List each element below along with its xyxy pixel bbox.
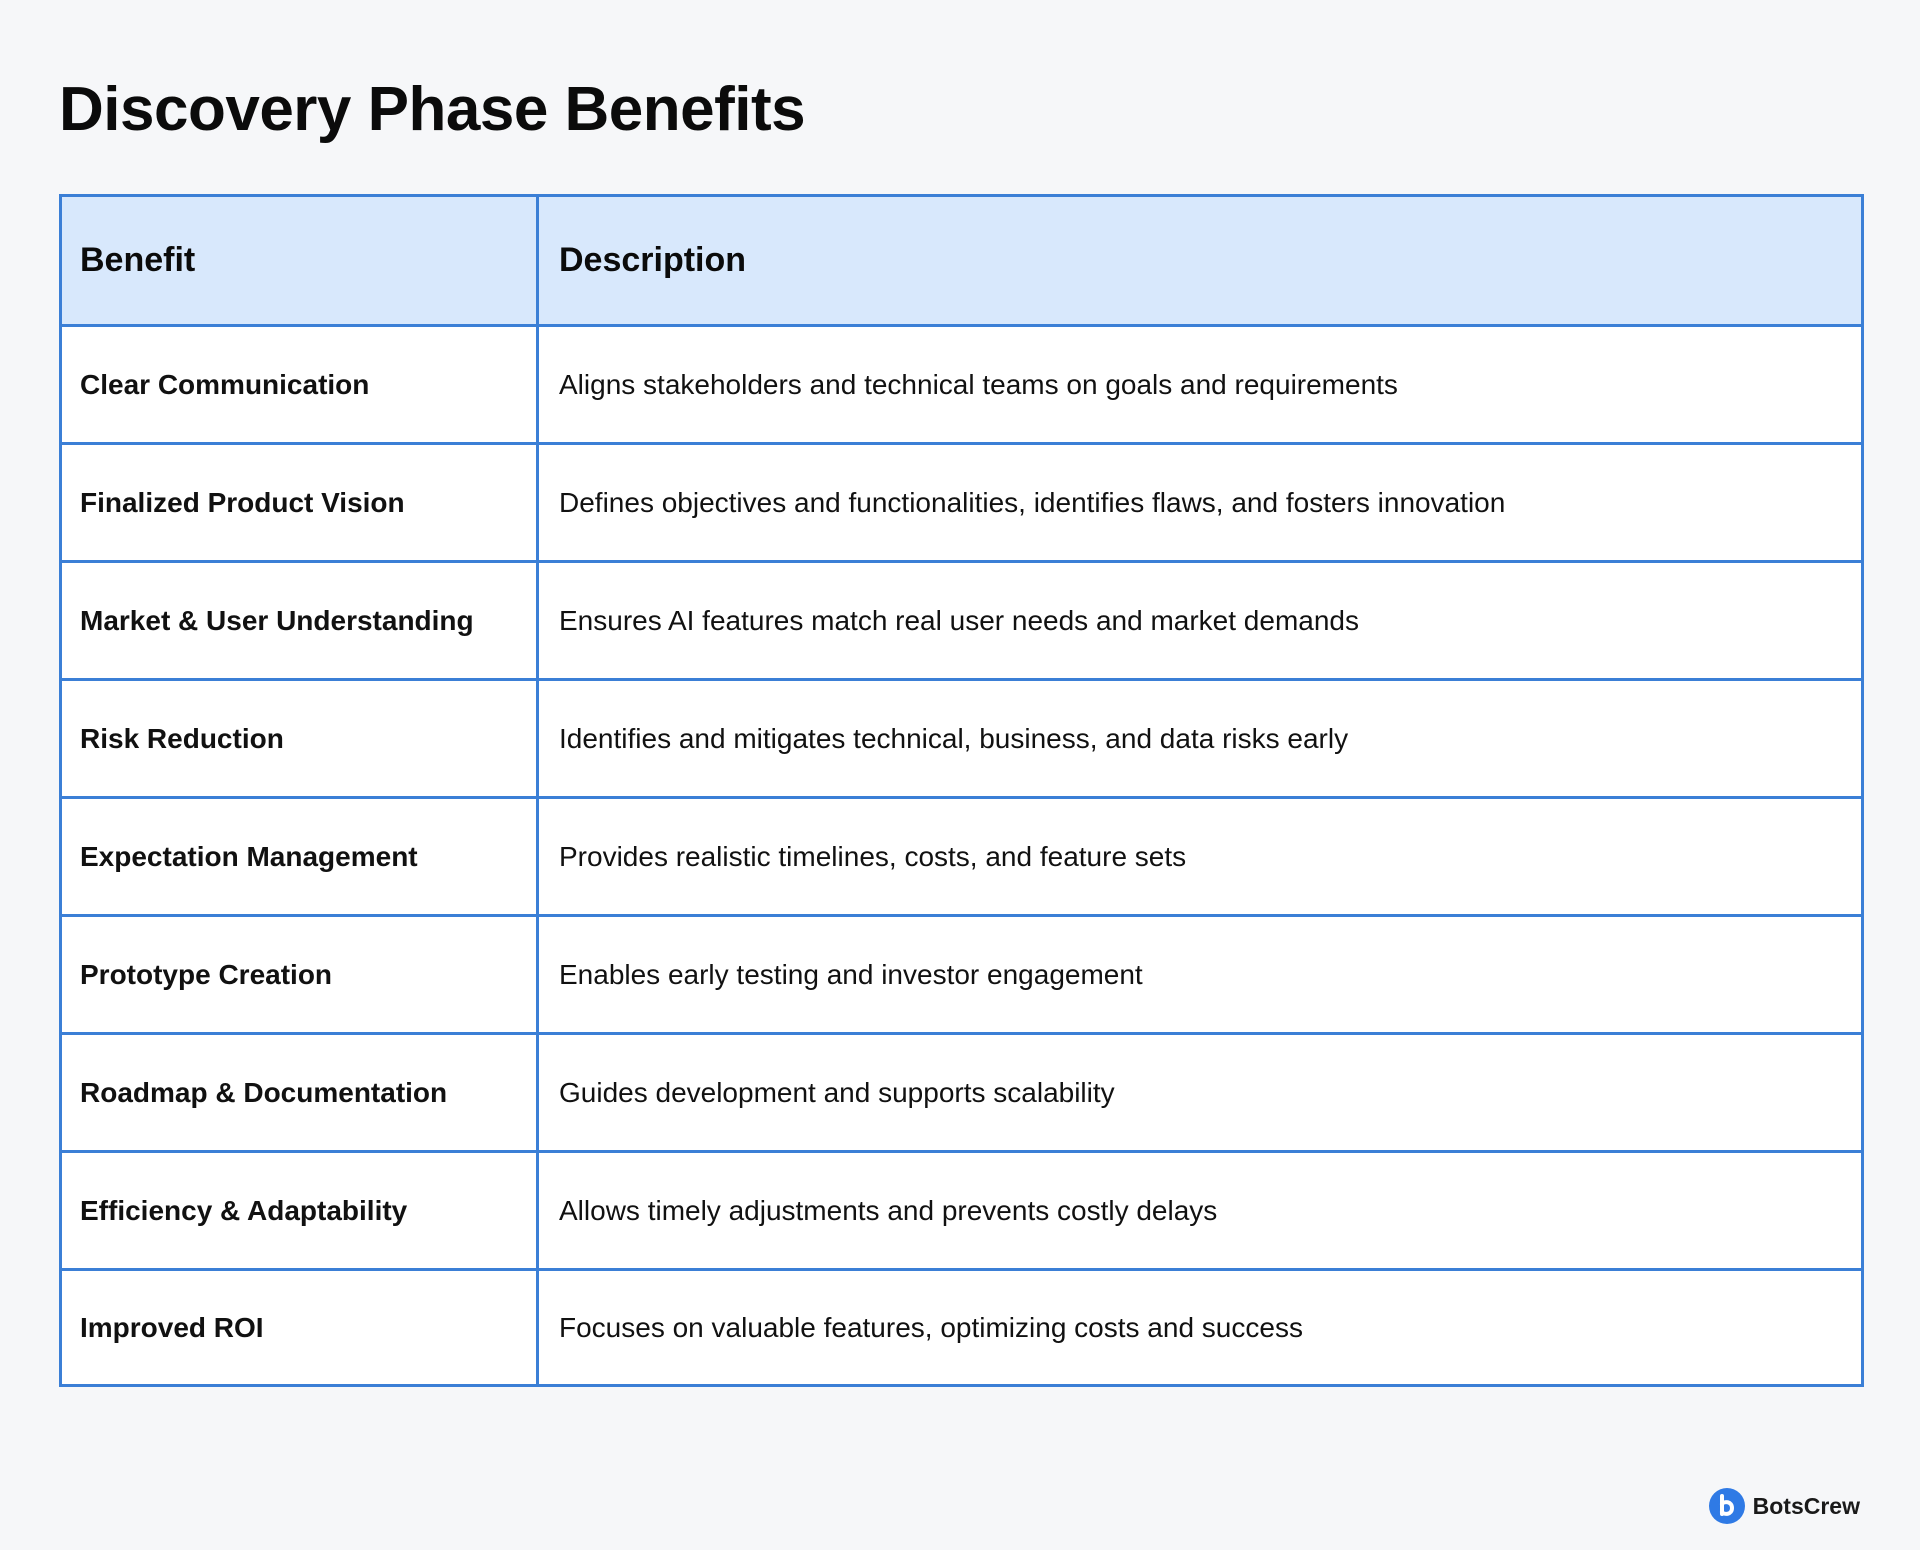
benefit-cell: Improved ROI bbox=[61, 1270, 538, 1386]
description-cell: Identifies and mitigates technical, business, and data risks early bbox=[538, 680, 1863, 798]
botscrew-logo-icon bbox=[1709, 1488, 1745, 1524]
benefits-table-container bbox=[59, 194, 1861, 1387]
benefit-cell: Expectation Management bbox=[61, 798, 538, 916]
description-cell: Enables early testing and investor engagement bbox=[538, 916, 1863, 1034]
benefit-cell: Risk Reduction bbox=[61, 680, 538, 798]
column-header-description: Description bbox=[538, 196, 1863, 326]
table-row bbox=[61, 680, 1863, 798]
table-row bbox=[61, 1152, 1863, 1270]
benefit-cell: Prototype Creation bbox=[61, 916, 538, 1034]
table-row bbox=[61, 444, 1863, 562]
table-row bbox=[61, 916, 1863, 1034]
description-cell: Guides development and supports scalability bbox=[538, 1034, 1863, 1152]
description-cell: Provides realistic timelines, costs, and feature sets bbox=[538, 798, 1863, 916]
description-cell: Ensures AI features match real user needs and market demands bbox=[538, 562, 1863, 680]
benefit-cell: Finalized Product Vision bbox=[61, 444, 538, 562]
table-row bbox=[61, 1034, 1863, 1152]
benefit-cell: Clear Communication bbox=[61, 326, 538, 444]
benefit-cell: Roadmap & Documentation bbox=[61, 1034, 538, 1152]
table-header-row bbox=[61, 196, 1863, 326]
page-title: Discovery Phase Benefits bbox=[59, 75, 806, 144]
table-row bbox=[61, 798, 1863, 916]
description-cell: Allows timely adjustments and prevents costly delays bbox=[538, 1152, 1863, 1270]
benefit-cell: Market & User Understanding bbox=[61, 562, 538, 680]
brand-footer bbox=[1709, 1488, 1860, 1524]
brand-name: BotsCrew bbox=[1752, 1492, 1860, 1519]
table-row bbox=[61, 562, 1863, 680]
table-row bbox=[61, 1270, 1863, 1386]
description-cell: Aligns stakeholders and technical teams on goals and requirements bbox=[538, 326, 1863, 444]
description-cell: Defines objectives and functionalities, identifies flaws, and fosters innovation bbox=[538, 444, 1863, 562]
description-cell: Focuses on valuable features, optimizing costs and success bbox=[538, 1270, 1863, 1386]
benefits-table bbox=[59, 194, 1864, 1387]
table-row bbox=[61, 326, 1863, 444]
benefit-cell: Efficiency & Adaptability bbox=[61, 1152, 538, 1270]
column-header-benefit: Benefit bbox=[61, 196, 538, 326]
